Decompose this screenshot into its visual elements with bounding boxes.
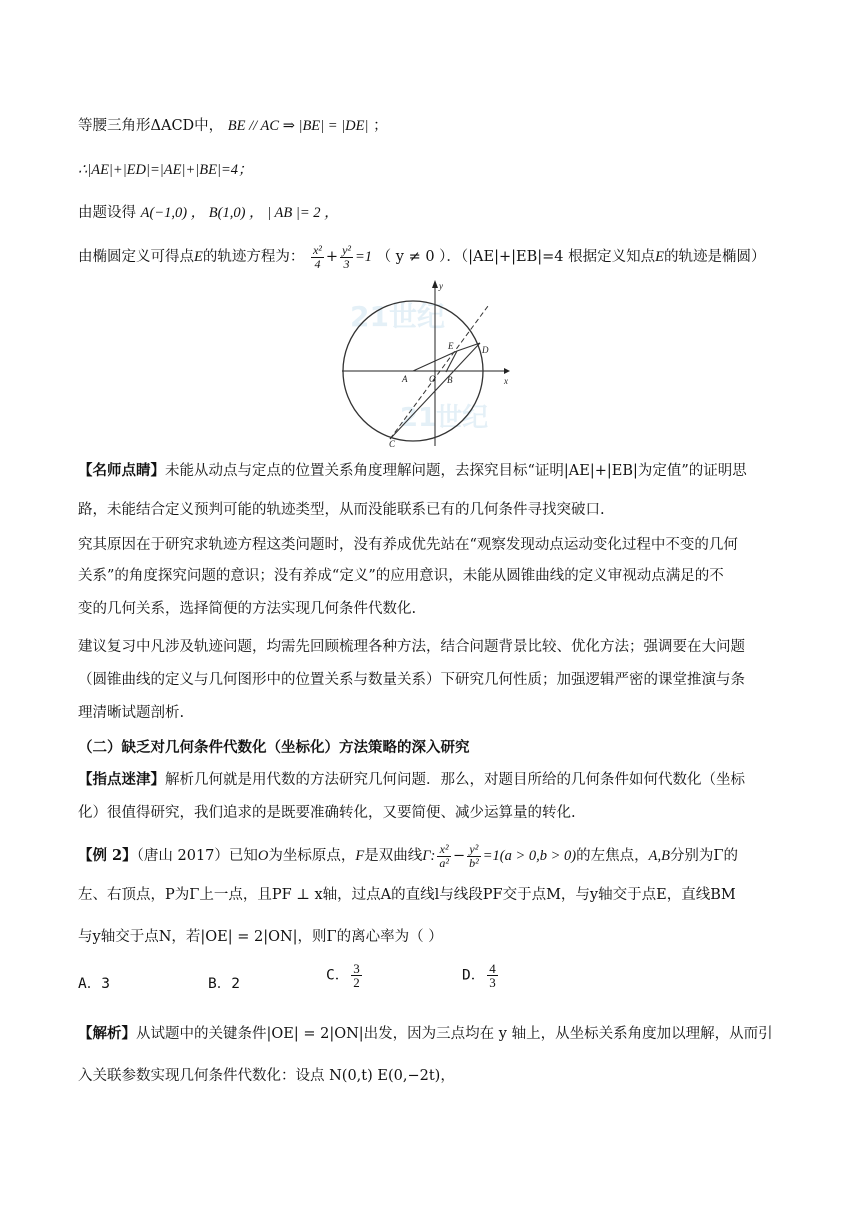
svg-text:21世纪: 21世纪 <box>350 300 445 333</box>
example-text-c: 是双曲线 <box>364 848 423 864</box>
frac-numerator: x² <box>437 843 451 857</box>
frac-y2-over-b2 <box>467 843 481 870</box>
example-text-e: 分别为Γ的 <box>669 848 738 864</box>
example-text-line-2: 左、右顶点，P为Γ上一点，且PF ⊥ x轴，过点A的直线l与线段PF交于点M，与y轴交于点E，直线BM <box>78 887 736 903</box>
tips-line-4 <box>78 566 724 586</box>
tips-text-1: 未能从动点与定点的位置关系角度理解问题，去探究目标“证明|AE|+|EB|为定值”的证明思 <box>165 463 747 479</box>
frac-numerator: y² <box>467 843 481 857</box>
label-x: x <box>504 376 508 386</box>
example-f: F <box>355 848 365 864</box>
line-4-suffix: 的轨迹是椭圆） <box>664 249 766 265</box>
section-2-heading: 【指点迷津】 <box>78 771 165 788</box>
analysis-text-1: 从试题中的关键条件|OE| = 2|ON|出发，因为三点均在 y 轴上，从坐标关系角度加以理解，从而引 <box>136 1026 773 1042</box>
example-line-2 <box>78 885 736 905</box>
example-text-line-3: 与y轴交于点N，若|OE| = 2|ON|，则Γ的离心率为（ ） <box>78 929 443 945</box>
tips-line-7 <box>78 670 745 690</box>
line-3-math: A(−1,0) ， B(1,0) ， | AB |= 2 ， <box>140 205 339 221</box>
label-d: D <box>482 345 489 355</box>
option-d <box>462 962 500 989</box>
minus-sign: − <box>452 848 466 864</box>
frac-numerator: 3 <box>353 961 360 976</box>
frac-denominator: b² <box>469 855 479 870</box>
tips-line-3 <box>78 535 738 555</box>
tips-line-8 <box>78 703 184 723</box>
option-c-label: C． <box>326 967 350 984</box>
label-c: C <box>389 439 396 448</box>
frac-denominator: 4 <box>314 256 321 271</box>
analysis-text-2: 入关联参数实现几何条件代数化：设点 N(0,t) E(0,−2t)， <box>78 1068 455 1084</box>
option-c <box>326 962 364 989</box>
label-y: y <box>439 281 443 291</box>
tips-text-7: （圆锥曲线的定义与几何图形中的位置关系与数量关系）下研究几何性质；加强逻辑严密的课堂推演与条 <box>78 672 745 688</box>
option-b-text: B．2 <box>208 976 240 992</box>
figure-svg <box>340 276 520 448</box>
frac-numerator: x² <box>312 242 322 257</box>
analysis-line-1 <box>78 1024 773 1044</box>
text-line-2 <box>78 160 252 180</box>
equals-one: =1 <box>355 249 373 265</box>
plus-sign: + <box>325 249 339 265</box>
tips-text-4: 关系”的角度探究问题的意识；没有养成“定义”的应用意识，未能从圆锥曲线的定义审视动点满足的不 <box>78 568 724 584</box>
tips-text-2: 路，未能结合定义预判可能的轨迹类型，从而没能联系已有的几何条件寻找突破口. <box>78 502 605 518</box>
text-line-3 <box>78 203 339 223</box>
text-line-1 <box>78 116 388 136</box>
text-line-4 <box>78 237 766 277</box>
example-line-1 <box>78 836 738 876</box>
option-b <box>208 972 240 993</box>
section-2-line-2 <box>78 803 576 823</box>
line-4-e2: E <box>655 249 664 265</box>
tips-line-2 <box>78 500 605 520</box>
line-4-prefix: 由椭圆定义可得点 <box>78 249 194 265</box>
x-axis-arrow <box>504 368 510 374</box>
tips-heading: 【名师点睛】 <box>78 462 165 479</box>
section-2-text-2: 化）很值得研究，我们追求的是既要准确转化，又要简便、减少运算量的转化. <box>78 805 576 821</box>
line-4-mid: 的轨迹方程为： <box>202 249 305 265</box>
frac-y2-over-3 <box>340 244 353 271</box>
line-1-prefix: 等腰三角形ΔACD中， <box>78 118 224 134</box>
tips-line-1 <box>78 461 747 481</box>
section-2-line-1 <box>78 770 745 790</box>
example-ab: A,B <box>648 848 670 864</box>
example-line-3 <box>78 927 443 947</box>
frac-denominator: 2 <box>353 975 360 990</box>
example-text-d: 的左焦点， <box>576 848 649 864</box>
label-o: O <box>429 374 436 384</box>
analysis-line-2 <box>78 1066 455 1086</box>
line-1-math: BE // AC ⇒ |BE| = |DE| <box>227 118 369 134</box>
frac-denominator: 3 <box>489 975 496 990</box>
ellipse-figure <box>340 276 520 448</box>
label-b: B <box>447 375 453 385</box>
example-condition: =1(a > 0,b > 0) <box>482 848 577 864</box>
tips-line-6 <box>78 637 745 657</box>
svg-text:21世纪: 21世纪 <box>400 403 489 433</box>
tips-text-6: 建议复习中凡涉及轨迹问题，均需先回顾梳理各种方法，结合问题背景比较、优化方法；强调要在大问题 <box>78 639 745 655</box>
example-gamma: Γ: <box>422 848 436 864</box>
tips-text-3: 究其原因在于研究求轨迹方程这类问题时，没有养成优先站在“观察发现动点运动变化过程中不变的几何 <box>78 537 738 553</box>
frac-denominator: 3 <box>343 256 350 271</box>
example-text-b: 为坐标原点， <box>268 848 356 864</box>
line-1-suffix: ； <box>373 118 388 134</box>
option-d-fraction <box>487 962 498 989</box>
frac-x2-over-a2 <box>437 843 451 870</box>
option-c-fraction <box>351 962 362 989</box>
line-3-prefix: 由题设得 <box>78 205 136 221</box>
tips-text-5: 变的几何关系，选择简便的方法实现几何条件代数化. <box>78 601 417 617</box>
tips-text-8: 理清晰试题剖析. <box>78 705 185 721</box>
option-d-label: D． <box>462 967 486 984</box>
line-4-e: E <box>194 249 203 265</box>
example-o: O <box>257 848 269 864</box>
line-2-math: ∴|AE|+|ED|=|AE|+|BE|=4； <box>78 162 253 178</box>
tips-line-5 <box>78 599 416 619</box>
line-4-condition: （ y ≠ 0 ）．（|AE|+|EB|=4 根据定义知点 <box>376 249 656 265</box>
example-text-a: （唐山 2017）已知 <box>136 848 258 864</box>
watermark-logo <box>350 300 488 433</box>
frac-numerator: y² <box>342 242 351 257</box>
frac-denominator: a² <box>439 855 449 870</box>
section-2-text-1: 解析几何就是用代数的方法研究几何问题．那么，对题目所给的几何条件如何代数化（坐标 <box>165 772 745 788</box>
option-a <box>78 972 110 993</box>
y-axis-arrow <box>432 280 438 288</box>
option-a-text: A．3 <box>78 976 110 992</box>
label-a: A <box>402 374 408 384</box>
example-heading: 【例 2】 <box>78 847 137 864</box>
section-2-title <box>78 738 470 758</box>
section-2-title-text: （二）缺乏对几何条件代数化（坐标化）方法策略的深入研究 <box>78 739 470 756</box>
analysis-heading: 【解析】 <box>78 1025 136 1042</box>
label-e: E <box>448 341 454 351</box>
frac-numerator: 4 <box>489 961 496 976</box>
frac-x2-over-4 <box>311 244 324 271</box>
